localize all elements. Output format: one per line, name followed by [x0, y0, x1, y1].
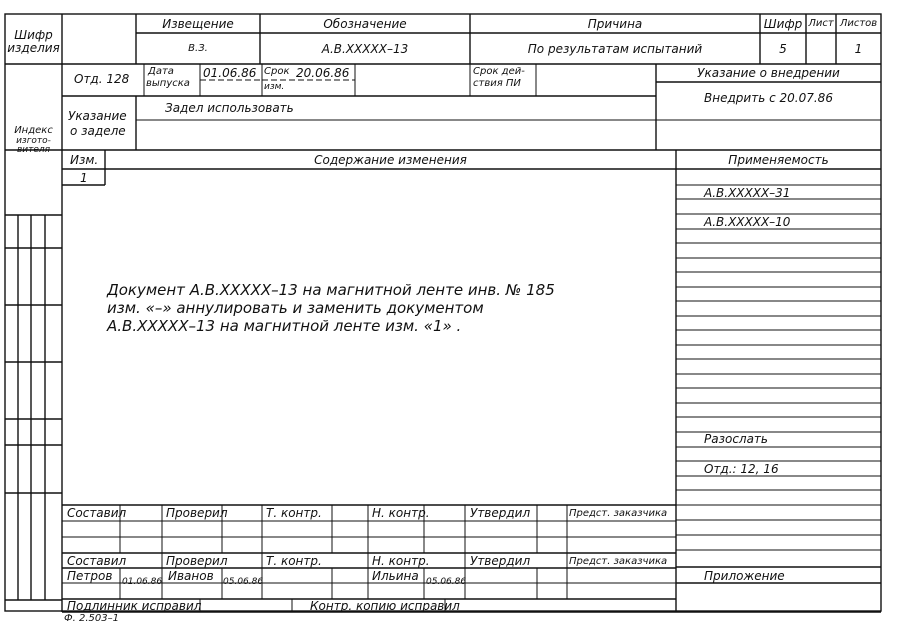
sig-name-compiled[interactable]: Петров	[67, 569, 113, 583]
content-line-1[interactable]: Документ А.В.ХХХХХ–13 на магнитной ленте инв. № 185	[107, 281, 555, 299]
term-date-value[interactable]: 20.06.86	[296, 66, 350, 80]
term-label-2: изм.	[264, 82, 285, 92]
dept-value[interactable]: Отд. 128	[74, 72, 130, 86]
backlog-value[interactable]: Задел использовать	[165, 101, 294, 115]
code-label: Шифр	[763, 17, 803, 31]
pi-label-1: Срок дей-	[473, 66, 525, 77]
sig-role-tcontrol-top: Т. контр.	[266, 506, 322, 520]
designation-label: Обозначение	[323, 17, 407, 31]
term-label-1: Срок	[264, 66, 290, 77]
sig-role-approved-top: Утвердил	[470, 506, 531, 520]
change-number[interactable]: 1	[80, 171, 88, 185]
copy-fixed-label: Контр. копию исправил	[310, 599, 460, 613]
sig-role-compiled-top: Составил	[67, 506, 127, 520]
sig-role-checked: Проверил	[166, 554, 228, 568]
manufacturer-label-1: Индекс	[14, 125, 53, 136]
reason-label: Причина	[587, 17, 643, 31]
izd-code-label-1: Шифр	[14, 28, 53, 42]
sheets-label: Листов	[839, 18, 878, 29]
content-line-3[interactable]: А.В.ХХХХХ–13 на магнитной ленте изм. «1» .	[107, 317, 462, 335]
backlog-label-1: Указание	[68, 109, 127, 123]
izd-code-label-2: изделия	[7, 41, 60, 55]
send-label: Разослать	[704, 432, 768, 446]
send-value[interactable]: Отд.: 12, 16	[704, 462, 779, 476]
pi-label-2: ствия ПИ	[473, 78, 521, 89]
original-fixed-label: Подлинник исправил	[67, 599, 202, 613]
sig-role-tcontrol: Т. контр.	[266, 554, 322, 568]
backlog-label-2: о заделе	[70, 124, 126, 138]
sig-role-customer-top: Предст. заказчика	[569, 508, 668, 519]
sig-role-checked-top: Проверил	[166, 506, 228, 520]
content-col-label: Содержание изменения	[314, 153, 467, 167]
issue-date-value[interactable]: 01.06.86	[203, 66, 257, 80]
sheets-value[interactable]: 1	[854, 42, 863, 56]
code-value[interactable]: 5	[779, 42, 787, 56]
applicability-label: Применяемость	[728, 153, 829, 167]
sig-role-approved: Утвердил	[470, 554, 531, 568]
manufacturer-label-2: изгото-	[16, 136, 51, 146]
issue-date-label-2: выпуска	[146, 78, 190, 89]
sheet-label: Лист	[808, 18, 834, 29]
implementation-value[interactable]: Внедрить с 20.07.86	[704, 91, 833, 105]
reason-value[interactable]: По результатам испытаний	[527, 42, 703, 56]
implementation-label: Указание о внедрении	[697, 66, 840, 80]
sig-role-customer: Предст. заказчика	[569, 556, 668, 567]
sig-date-checked[interactable]: 05.06.86	[223, 577, 264, 587]
sig-date-ncontrol[interactable]: 05.06.86	[426, 577, 467, 587]
manufacturer-label-3: вителя	[16, 145, 51, 155]
notice-label: Извещение	[162, 17, 234, 31]
sig-name-ncontrol[interactable]: Ильина	[372, 569, 419, 583]
form-number: Ф. 2.503–1	[64, 613, 119, 624]
notice-value[interactable]: В.З.	[188, 43, 208, 54]
applicability-item-1[interactable]: А.В.ХХХХХ–31	[704, 186, 791, 200]
change-col-label: Изм.	[70, 153, 99, 167]
designation-value[interactable]: А.В.ХХХХХ–13	[321, 42, 409, 56]
sig-role-ncontrol-top: Н. контр.	[372, 506, 430, 520]
attachment-label: Приложение	[704, 569, 785, 583]
sig-name-checked[interactable]: Иванов	[168, 569, 214, 583]
issue-date-label-1: Дата	[148, 66, 174, 77]
applicability-item-2[interactable]: А.В.ХХХХХ–10	[704, 215, 791, 229]
content-line-2[interactable]: изм. «–» аннулировать и заменить документом	[107, 299, 484, 317]
sig-role-ncontrol: Н. контр.	[372, 554, 430, 568]
sig-role-compiled: Составил	[67, 554, 127, 568]
sig-date-compiled[interactable]: 01.06.86	[122, 577, 163, 587]
